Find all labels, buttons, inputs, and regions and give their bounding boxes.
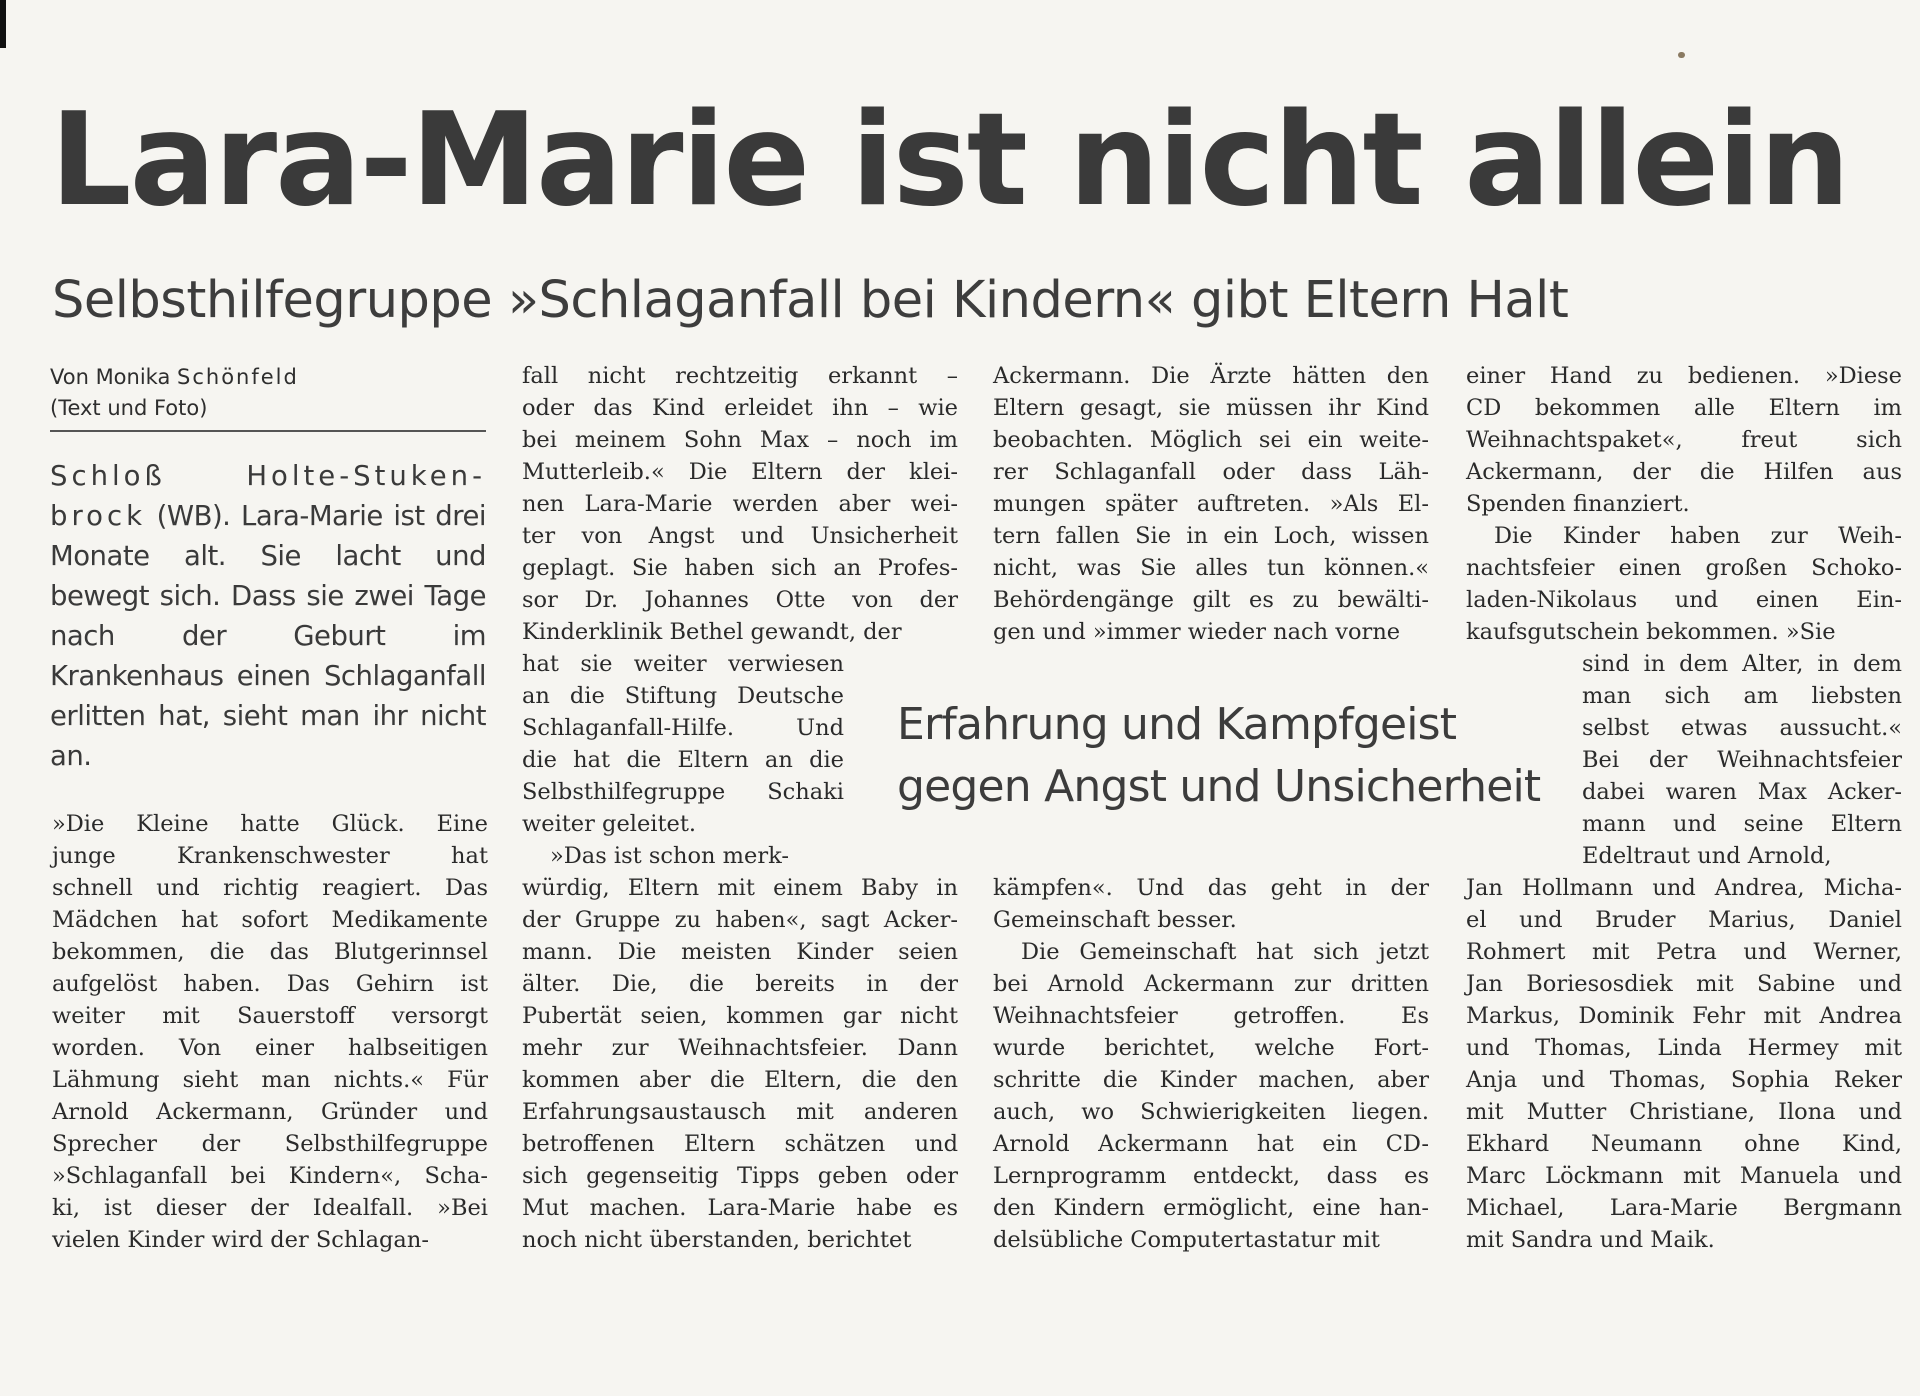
lead-dateline: Schloß Holte-Stuken-brock <box>50 460 486 532</box>
text-line: mit Sandra und Maik. <box>1466 1227 1715 1253</box>
text-line: dabei waren Max Acker- <box>1582 779 1902 805</box>
text-line: sind in dem Alter, in dem <box>1582 651 1902 677</box>
text-line: Eltern gesagt, sie müssen ihr Kind <box>993 395 1429 421</box>
text-line: sor Dr. Johannes Otte von der <box>522 587 958 613</box>
text-line: Sprecher der Selbsthilfegruppe <box>52 1131 488 1157</box>
column-3-paragraph <box>993 936 1429 1256</box>
text-line: nen Lara-Marie werden aber wei- <box>522 491 958 517</box>
text-line: Arnold Ackermann, Gründer und <box>52 1099 488 1125</box>
text-line: Die Kinder haben zur Weih- <box>1494 523 1902 549</box>
text-line: Selbsthilfegruppe Schaki <box>522 779 844 805</box>
text-line: Michael, Lara-Marie Bergmann <box>1466 1195 1902 1221</box>
text-line: beobachten. Möglich sei ein weite- <box>993 427 1429 453</box>
text-line: schnell und richtig reagiert. Das <box>52 875 488 901</box>
text-line: Mädchen hat sofort Medikamente <box>52 907 488 933</box>
text-line: bekommen, die das Blutgerinnsel <box>52 939 488 965</box>
text-line: Marc Löckmann mit Manuela und <box>1466 1163 1902 1189</box>
text-line: tern fallen Sie in ein Loch, wissen <box>993 523 1429 549</box>
text-line: kämpfen«. Und das geht in der <box>993 875 1429 901</box>
text-line: »Die Kleine hatte Glück. Eine <box>52 811 488 837</box>
text-line: wurde berichtet, welche Fort- <box>993 1035 1429 1061</box>
byline-credit: (Text und Foto) <box>50 396 208 420</box>
column-3-top <box>993 360 1429 648</box>
byline-name: Schönfeld <box>177 365 299 389</box>
column-2-top <box>522 360 958 648</box>
text-line: Arnold Ackermann hat ein CD- <box>993 1131 1429 1157</box>
text-line: noch nicht überstanden, berichtet <box>522 1227 912 1253</box>
text-line: ter von Angst und Unsicherheit <box>522 523 958 549</box>
text-line: hat sie weiter verwiesen <box>522 651 844 677</box>
text-line: bei Arnold Ackermann zur dritten <box>993 971 1429 997</box>
text-line: mit Mutter Christiane, Ilona und <box>1466 1099 1902 1125</box>
text-line: Mutterleib.« Die Eltern der klei- <box>522 459 958 485</box>
text-line: nachtsfeier einen großen Schoko- <box>1466 555 1902 581</box>
text-line: nicht, was Sie alles tun können.« <box>993 555 1429 581</box>
text-line: fall nicht rechtzeitig erkannt – <box>522 363 958 389</box>
text-line: und Thomas, Linda Hermey mit <box>1466 1035 1902 1061</box>
text-line: mann und seine Eltern <box>1582 811 1902 837</box>
text-line: sich gegenseitig Tipps geben oder <box>522 1163 958 1189</box>
text-line: selbst etwas aussucht.« <box>1582 715 1902 741</box>
text-line: Markus, Dominik Fehr mit Andrea <box>1466 1003 1902 1029</box>
text-line: die hat die Eltern an die <box>522 747 844 773</box>
column-4-bottom <box>1466 872 1902 1256</box>
text-line: mungen später auftreten. »Als El- <box>993 491 1429 517</box>
text-line: älter. Die, die bereits in der <box>522 971 958 997</box>
text-line: worden. Von einer halbseitigen <box>52 1035 488 1061</box>
text-line: Weihnachtsfeier getroffen. Es <box>993 1003 1429 1029</box>
text-line: vielen Kinder wird der Schlagan- <box>52 1227 429 1253</box>
text-line: bei meinem Sohn Max – noch im <box>522 427 958 453</box>
byline-prefix: Von Monika <box>50 365 178 389</box>
text-line: man sich am liebsten <box>1582 683 1902 709</box>
text-line: Ackermann. Die Ärzte hätten den <box>993 363 1429 389</box>
text-line: Lernprogramm entdeckt, dass es <box>993 1163 1429 1189</box>
text-line: Edeltraut und Arnold, <box>1582 843 1832 869</box>
text-line: schritte die Kinder machen, aber <box>993 1067 1429 1093</box>
text-line: Die Gemeinschaft hat sich jetzt <box>1021 939 1429 965</box>
column-1-body <box>52 808 488 1256</box>
text-line: weiter mit Sauerstoff versorgt <box>52 1003 488 1029</box>
byline <box>50 362 486 424</box>
text-line: Lähmung sieht man nichts.« Für <box>52 1067 488 1093</box>
byline-rule <box>50 430 486 432</box>
text-line: junge Krankenschwester hat <box>52 843 488 869</box>
text-line: el und Bruder Marius, Daniel <box>1466 907 1902 933</box>
text-line: kommen aber die Eltern, die den <box>522 1067 958 1093</box>
text-line: oder das Kind erleidet ihn – wie <box>522 395 958 421</box>
column-4-top <box>1466 360 1902 520</box>
inline-subheading: Erfahrung und Kampfgeist gegen Angst und Unsicherheit <box>897 699 1541 812</box>
text-line: CD bekommen alle Eltern im <box>1466 395 1902 421</box>
column-4-narrow <box>1582 648 1902 872</box>
text-line: Ekhard Neumann ohne Kind, <box>1466 1131 1902 1157</box>
byline-author <box>50 362 486 393</box>
text-line: aufgelöst haben. Das Gehirn ist <box>52 971 488 997</box>
article-subhead: Selbsthilfegruppe »Schlaganfall bei Kindern« gibt Eltern Halt <box>52 271 1569 330</box>
text-line: Schlaganfall-Hilfe. Und <box>522 715 844 741</box>
text-line: mehr zur Weihnachtsfeier. Dann <box>522 1035 958 1061</box>
text-line: Mut machen. Lara-Marie habe es <box>522 1195 958 1221</box>
text-line: Jan Boriesosdiek mit Sabine und <box>1466 971 1902 997</box>
article-headline: Lara-Marie ist nicht allein <box>50 86 1849 235</box>
text-line: den Kindern ermöglicht, eine han- <box>993 1195 1429 1221</box>
column-4-paragraph <box>1466 520 1902 648</box>
scan-edge-mark <box>0 0 6 48</box>
text-line: weiter geleitet. <box>522 811 697 837</box>
column-2-paragraph <box>522 872 958 1256</box>
text-line: delsübliche Computertastatur mit <box>993 1227 1380 1253</box>
text-line: Bei der Weihnachtsfeier <box>1582 747 1902 773</box>
column-3-continuation <box>993 872 1429 936</box>
text-line: laden-Nikolaus und einen Ein- <box>1466 587 1902 613</box>
text-line: an die Stiftung Deutsche <box>522 683 844 709</box>
text-line: »Schlaganfall bei Kindern«, Scha- <box>52 1163 488 1189</box>
text-line: Rohmert mit Petra und Werner, <box>1466 939 1902 965</box>
text-line: Spenden finanziert. <box>1466 491 1690 517</box>
column-2-paragraph-start <box>550 840 844 872</box>
text-line: der Gruppe zu haben«, sagt Acker- <box>522 907 958 933</box>
lead-paragraph <box>50 456 486 776</box>
text-line: rer Schlaganfall oder dass Läh- <box>993 459 1429 485</box>
text-line: »Das ist schon merk- <box>550 843 789 869</box>
text-line: Behördengänge gilt es zu bewälti- <box>993 587 1429 613</box>
text-line: würdig, Eltern mit einem Baby in <box>522 875 958 901</box>
lead-text: (WB). Lara-Marie ist drei Monate alt. Sie lacht und bewegt sich. Dass sie zwei Tage nach der Geburt im Krankenhaus einen Schlaganfall erlitten hat, sieht man ihr nicht an. <box>50 500 486 772</box>
text-line: kaufsgutschein bekommen. »Sie <box>1466 619 1836 645</box>
text-line: Kinderklinik Bethel gewandt, der <box>522 619 902 645</box>
text-line: geplagt. Sie haben sich an Profes- <box>522 555 958 581</box>
text-line: gen und »immer wieder nach vorne <box>993 619 1401 645</box>
text-line: Ackermann, der die Hilfen aus <box>1466 459 1902 485</box>
text-line: Jan Hollmann und Andrea, Micha- <box>1466 875 1902 901</box>
text-line: mann. Die meisten Kinder seien <box>522 939 958 965</box>
text-line: Gemeinschaft besser. <box>993 907 1237 933</box>
text-line: einer Hand zu bedienen. »Diese <box>1466 363 1902 389</box>
paper-speck <box>1678 52 1685 58</box>
text-line: Erfahrungsaustausch mit anderen <box>522 1099 958 1125</box>
column-2-narrow <box>522 648 844 840</box>
text-line: Weihnachtspaket«, freut sich <box>1466 427 1902 453</box>
text-line: betroffenen Eltern schätzen und <box>522 1131 958 1157</box>
text-line: ki, ist dieser der Idealfall. »Bei <box>52 1195 488 1221</box>
text-line: auch, wo Schwierigkeiten liegen. <box>993 1099 1429 1125</box>
text-line: Anja und Thomas, Sophia Reker <box>1466 1067 1902 1093</box>
text-line: Pubertät seien, kommen gar nicht <box>522 1003 958 1029</box>
